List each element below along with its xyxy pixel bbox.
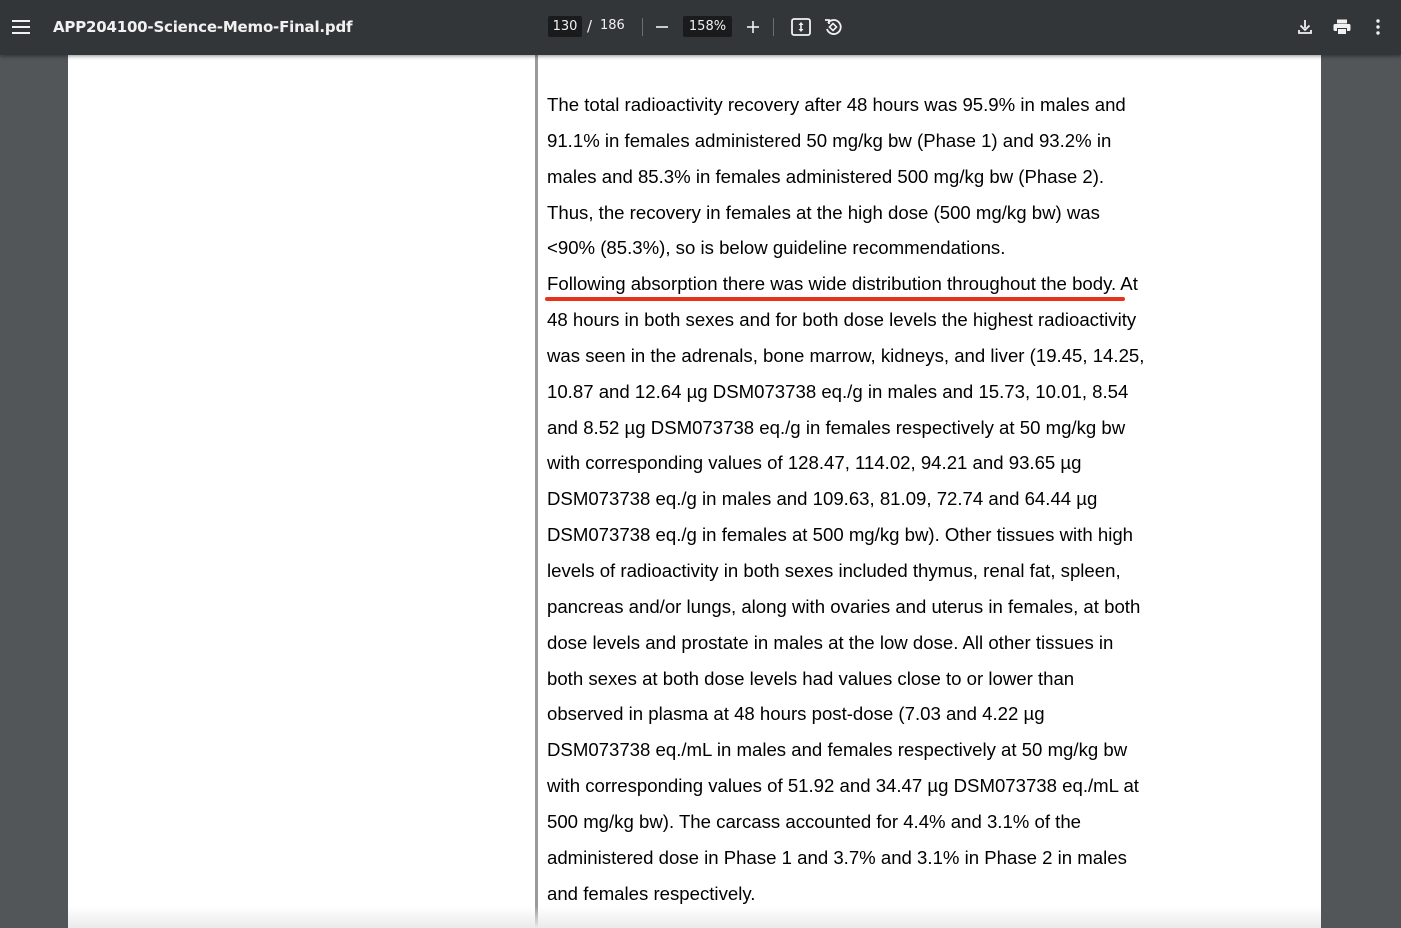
page-separator: / — [587, 17, 593, 35]
printer-icon — [1333, 19, 1351, 35]
text-line: DSM073738 eq./mL in males and females respectively at 50 mg/kg bw — [547, 739, 1128, 761]
text-line: <90% (85.3%), so is below guideline recommendations. — [547, 237, 1006, 259]
page-number-input[interactable] — [548, 16, 582, 37]
text-line: DSM073738 eq./g in females at 500 mg/kg bw). Other tissues with high — [547, 524, 1134, 546]
download-button[interactable] — [1292, 14, 1318, 40]
text-line: males and 85.3% in females administered 500 mg/kg bw (Phase 2). — [547, 165, 1105, 187]
text-line: 91.1% in females administered 50 mg/kg bw (Phase 1) and 93.2% in — [547, 129, 1112, 151]
text-line: with corresponding values of 51.92 and 34.47 µg DSM073738 eq./mL at — [547, 775, 1139, 797]
zoom-in-button[interactable] — [740, 14, 766, 40]
print-button[interactable] — [1329, 14, 1355, 40]
text-line: pancreas and/or lungs, along with ovaries and uterus in females, at both — [547, 595, 1141, 617]
pdf-toolbar — [0, 0, 1401, 55]
text-line: 10.87 and 12.64 µg DSM073738 eq./g in males and 15.73, 10.01, 8.54 — [547, 380, 1129, 402]
page-text — [547, 87, 1187, 911]
text-line: 48 hours in both sexes and for both dose levels the highest radioactivity — [547, 309, 1137, 331]
hamburger-menu-icon[interactable] — [8, 14, 34, 40]
minus-icon — [655, 20, 669, 34]
page-column-rule — [535, 55, 538, 928]
pdf-page — [68, 55, 1321, 928]
rotate-counterclockwise-icon — [823, 17, 843, 37]
document-title: APP204100-Science-Memo-Final.pdf — [53, 18, 353, 36]
text-line: levels of radioactivity in both sexes included thymus, renal fat, spleen, — [547, 559, 1121, 581]
zoom-level-input[interactable] — [683, 16, 732, 37]
text-line: administered dose in Phase 1 and 3.7% and 3.1% in Phase 2 in males — [547, 846, 1127, 868]
more-vertical-icon — [1376, 19, 1380, 35]
text-line: observed in plasma at 48 hours post-dose (7.03 and 4.22 µg — [547, 703, 1045, 725]
pdf-viewer-area[interactable] — [0, 55, 1401, 928]
zoom-out-button[interactable] — [649, 14, 675, 40]
text-line: The total radioactivity recovery after 48 hours was 95.9% in males and — [547, 94, 1126, 115]
text-line: Following absorption there was wide distribution throughout the body. At — [547, 273, 1138, 295]
text-line: Thus, the recovery in females at the high dose (500 mg/kg bw) was — [547, 201, 1100, 223]
rotate-button[interactable] — [820, 14, 846, 40]
text-line: with corresponding values of 128.47, 114.02, 94.21 and 93.65 µg — [547, 452, 1082, 474]
text-line: and 8.52 µg DSM073738 eq./g in females respectively at 50 mg/kg bw — [547, 416, 1126, 438]
total-pages: 186 — [600, 18, 625, 33]
fit-to-page-icon — [791, 18, 811, 36]
page-edge-shadow — [68, 906, 1321, 928]
toolbar-divider — [773, 18, 774, 36]
plus-icon — [746, 20, 760, 34]
text-line: DSM073738 eq./g in males and 109.63, 81.09, 72.74 and 64.44 µg — [547, 488, 1098, 510]
more-options-button[interactable] — [1365, 14, 1391, 40]
download-icon — [1297, 19, 1313, 35]
toolbar-divider — [642, 18, 643, 36]
fit-to-page-button[interactable] — [788, 14, 814, 40]
text-line: dose levels and prostate in males at the low dose. All other tissues in — [547, 631, 1114, 653]
red-underline-annotation — [545, 297, 1125, 301]
text-line: 500 mg/kg bw). The carcass accounted for 4.4% and 3.1% of the — [547, 810, 1082, 832]
text-line: both sexes at both dose levels had values close to or lower than — [547, 667, 1075, 689]
text-line: and females respectively. — [547, 882, 756, 904]
text-line: was seen in the adrenals, bone marrow, kidneys, and liver (19.45, 14.25, — [547, 344, 1145, 366]
